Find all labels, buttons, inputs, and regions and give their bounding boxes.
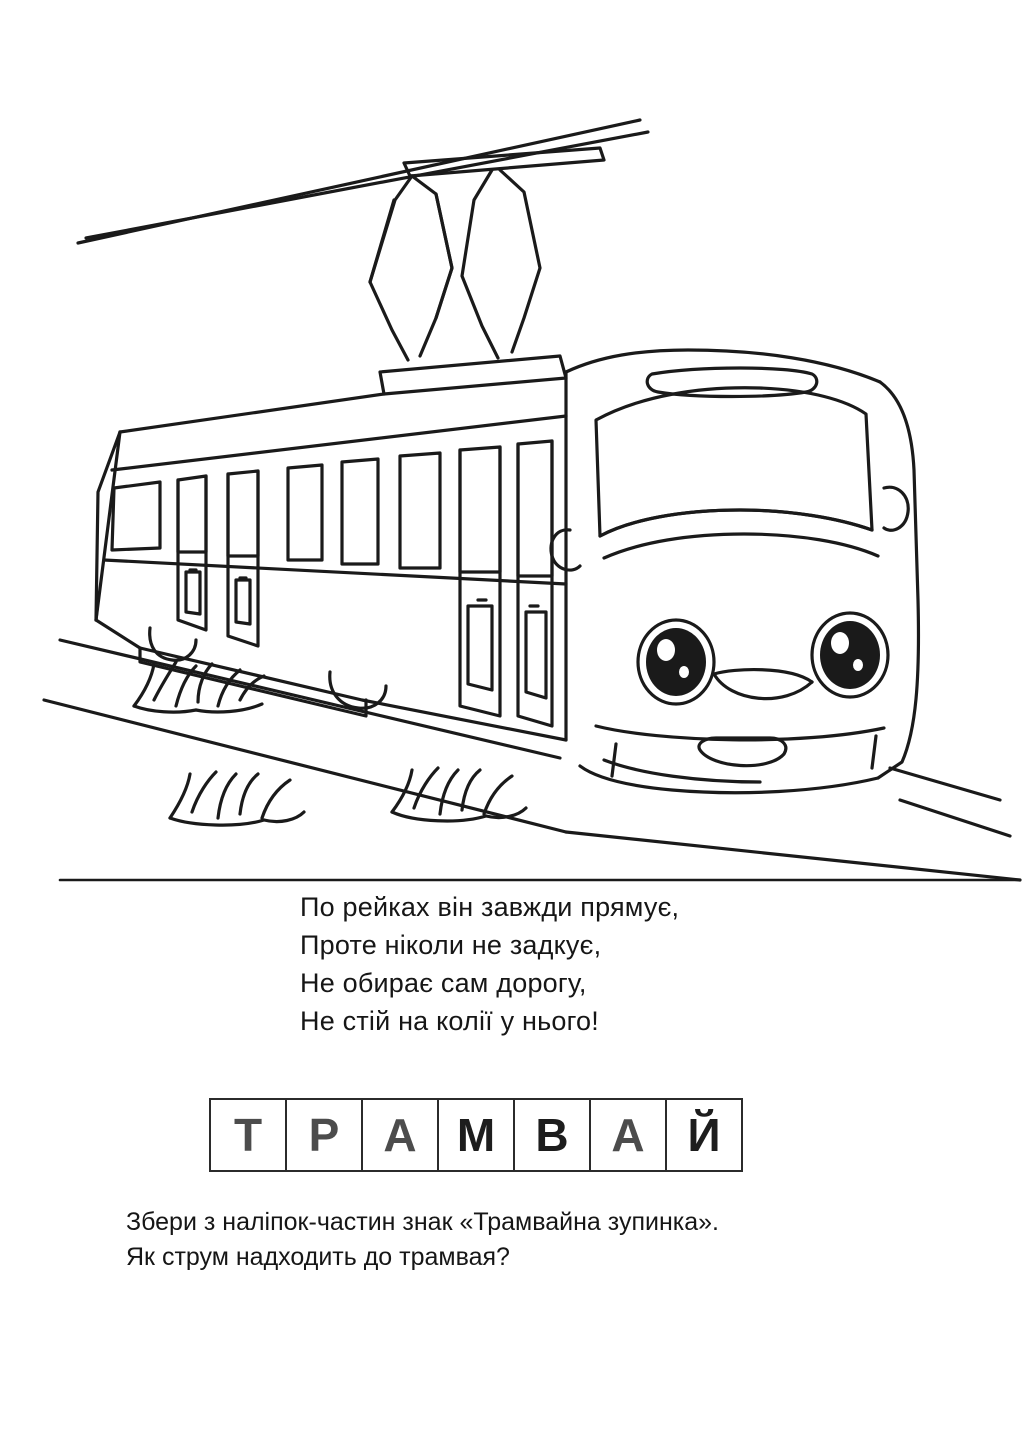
riddle-line-4: Не стій на колії у нього!	[300, 1006, 599, 1036]
riddle-line-1: По рейках він завжди прямує,	[300, 892, 680, 922]
riddle-line-2: Проте ніколи не задкує,	[300, 930, 602, 960]
letter-cell[interactable]: А	[589, 1098, 667, 1172]
task-line-1: Збери з наліпок-частин знак «Трамвайна зупинка».	[126, 1208, 719, 1236]
letter-cell[interactable]: М	[437, 1098, 515, 1172]
letter-cell[interactable]: Т	[209, 1098, 287, 1172]
letter-cell[interactable]: Й	[665, 1098, 743, 1172]
task-instructions	[126, 1205, 956, 1275]
task-line-2: Як струм надходить до трамвая?	[126, 1243, 510, 1271]
riddle-line-3: Не обирає сам дорогу,	[300, 968, 587, 998]
riddle-text	[0, 888, 1035, 1040]
letter-cell[interactable]: Р	[285, 1098, 363, 1172]
letter-cell[interactable]: В	[513, 1098, 591, 1172]
letter-cell[interactable]: А	[361, 1098, 439, 1172]
answer-word-grid	[209, 1098, 741, 1172]
